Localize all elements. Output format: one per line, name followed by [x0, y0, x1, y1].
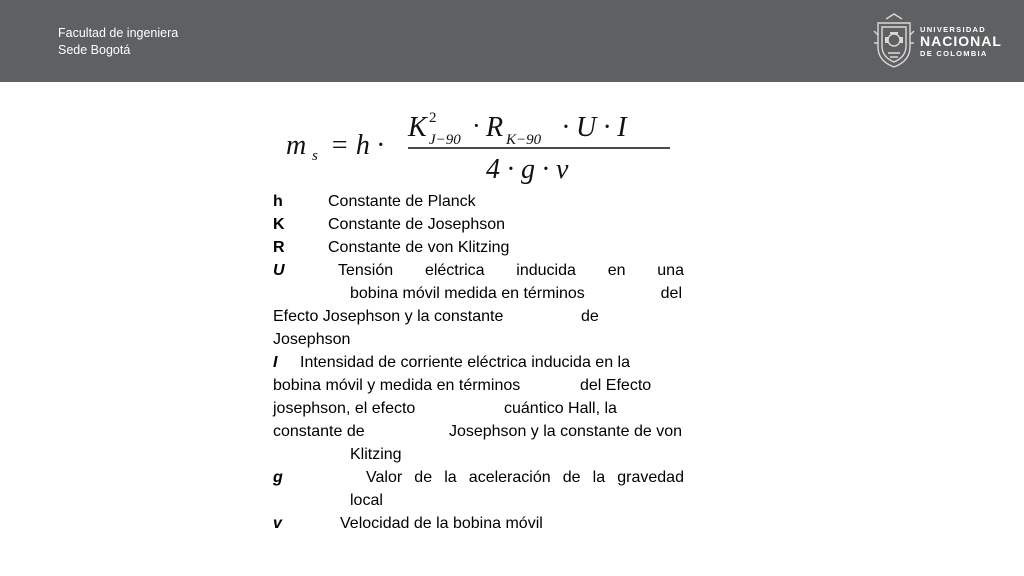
word: de	[414, 469, 433, 486]
def-h	[273, 190, 684, 213]
def-i-text-4a: constante de	[273, 423, 365, 440]
def-r	[273, 236, 684, 259]
word: gravedad	[617, 469, 684, 486]
def-i-text-5: Klitzing	[350, 446, 402, 463]
campus-name: Sede Bogotá	[58, 43, 131, 57]
formula-lhs-sub: s	[312, 148, 318, 164]
def-v-text: Velocidad de la bobina móvil	[340, 515, 543, 532]
coat-of-arms-icon	[872, 13, 916, 69]
formula-numerator-rest: · U · I	[562, 112, 627, 143]
formula-k: K	[408, 112, 427, 143]
formula-equals-h: = h ·	[330, 130, 384, 161]
symbol-r: R	[273, 239, 285, 256]
def-u-text-4: Josephson	[273, 331, 351, 348]
symbol-g: g	[273, 469, 283, 486]
def-u-line4	[273, 328, 684, 351]
def-i	[273, 351, 684, 374]
def-u-line1	[338, 259, 684, 282]
def-k	[273, 213, 684, 236]
def-g	[273, 466, 684, 489]
formula-k-sup: 2	[429, 110, 437, 126]
word: Valor	[366, 469, 403, 486]
formula-k-sub: J−90	[429, 132, 461, 148]
def-i-line5	[273, 443, 684, 466]
word: eléctrica	[424, 262, 485, 279]
def-g-line1	[366, 466, 684, 489]
faculty-label	[58, 25, 178, 59]
formula-r-sub: K−90	[506, 132, 542, 148]
def-i-text-3b: cuántico Hall, la	[504, 400, 617, 417]
logo-top-word: UNIVERSIDAD	[920, 25, 986, 34]
symbol-h: h	[273, 193, 283, 210]
formula-denominator: 4 · g · v	[486, 154, 569, 185]
def-v	[273, 512, 684, 535]
word: una	[657, 262, 684, 279]
word: la	[592, 469, 606, 486]
logo-main-word: NACIONAL	[920, 33, 1002, 49]
formula-lhs: m	[286, 130, 307, 161]
def-u-text-3b: de	[581, 308, 599, 325]
word: en	[607, 262, 626, 279]
symbol-k: K	[273, 216, 285, 233]
def-i-text-3a: josephson, el efecto	[273, 400, 416, 417]
word: aceleración	[468, 469, 551, 486]
def-u-text-2a: bobina móvil medida en términos	[350, 285, 585, 302]
word: inducida	[516, 262, 576, 279]
def-u	[273, 259, 684, 282]
symbol-u: U	[273, 262, 285, 279]
formula-r: R	[486, 112, 504, 143]
def-i-text-2b: del Efecto	[580, 377, 652, 394]
def-i-line4	[273, 420, 684, 443]
def-h-text: Constante de Planck	[328, 193, 476, 210]
university-logo	[872, 13, 1002, 69]
logo-bottom-word: DE COLOMBIA	[920, 49, 988, 58]
symbol-v: v	[273, 515, 282, 532]
symbol-i: I	[273, 354, 278, 371]
word: la	[444, 469, 457, 486]
word: de	[562, 469, 581, 486]
def-i-text-1: Intensidad de corriente eléctrica inducida en la	[300, 354, 630, 371]
header-bar	[0, 0, 1024, 82]
def-i-line2	[273, 374, 684, 397]
def-g-line2	[273, 489, 684, 512]
logo-wordmark	[920, 25, 1002, 58]
faculty-name: Facultad de ingeniera	[58, 26, 179, 40]
def-u-text-2b: del	[660, 285, 682, 302]
def-i-text-2a: bobina móvil y medida en términos	[273, 377, 521, 394]
def-u-text-3a: Efecto Josephson y la constante	[273, 308, 504, 325]
formula-dot: ·	[472, 111, 481, 140]
def-r-text: Constante de von Klitzing	[328, 239, 510, 256]
variable-definitions	[273, 190, 684, 535]
def-k-text: Constante de Josephson	[328, 216, 506, 233]
def-u-line3	[273, 305, 684, 328]
def-u-line2	[273, 282, 684, 305]
def-g-text-2: local	[350, 492, 383, 509]
word: Tensión	[338, 262, 394, 279]
def-i-text-4b: Josephson y la constante de von	[448, 423, 682, 440]
mass-formula	[286, 106, 676, 186]
def-i-line3	[273, 397, 684, 420]
